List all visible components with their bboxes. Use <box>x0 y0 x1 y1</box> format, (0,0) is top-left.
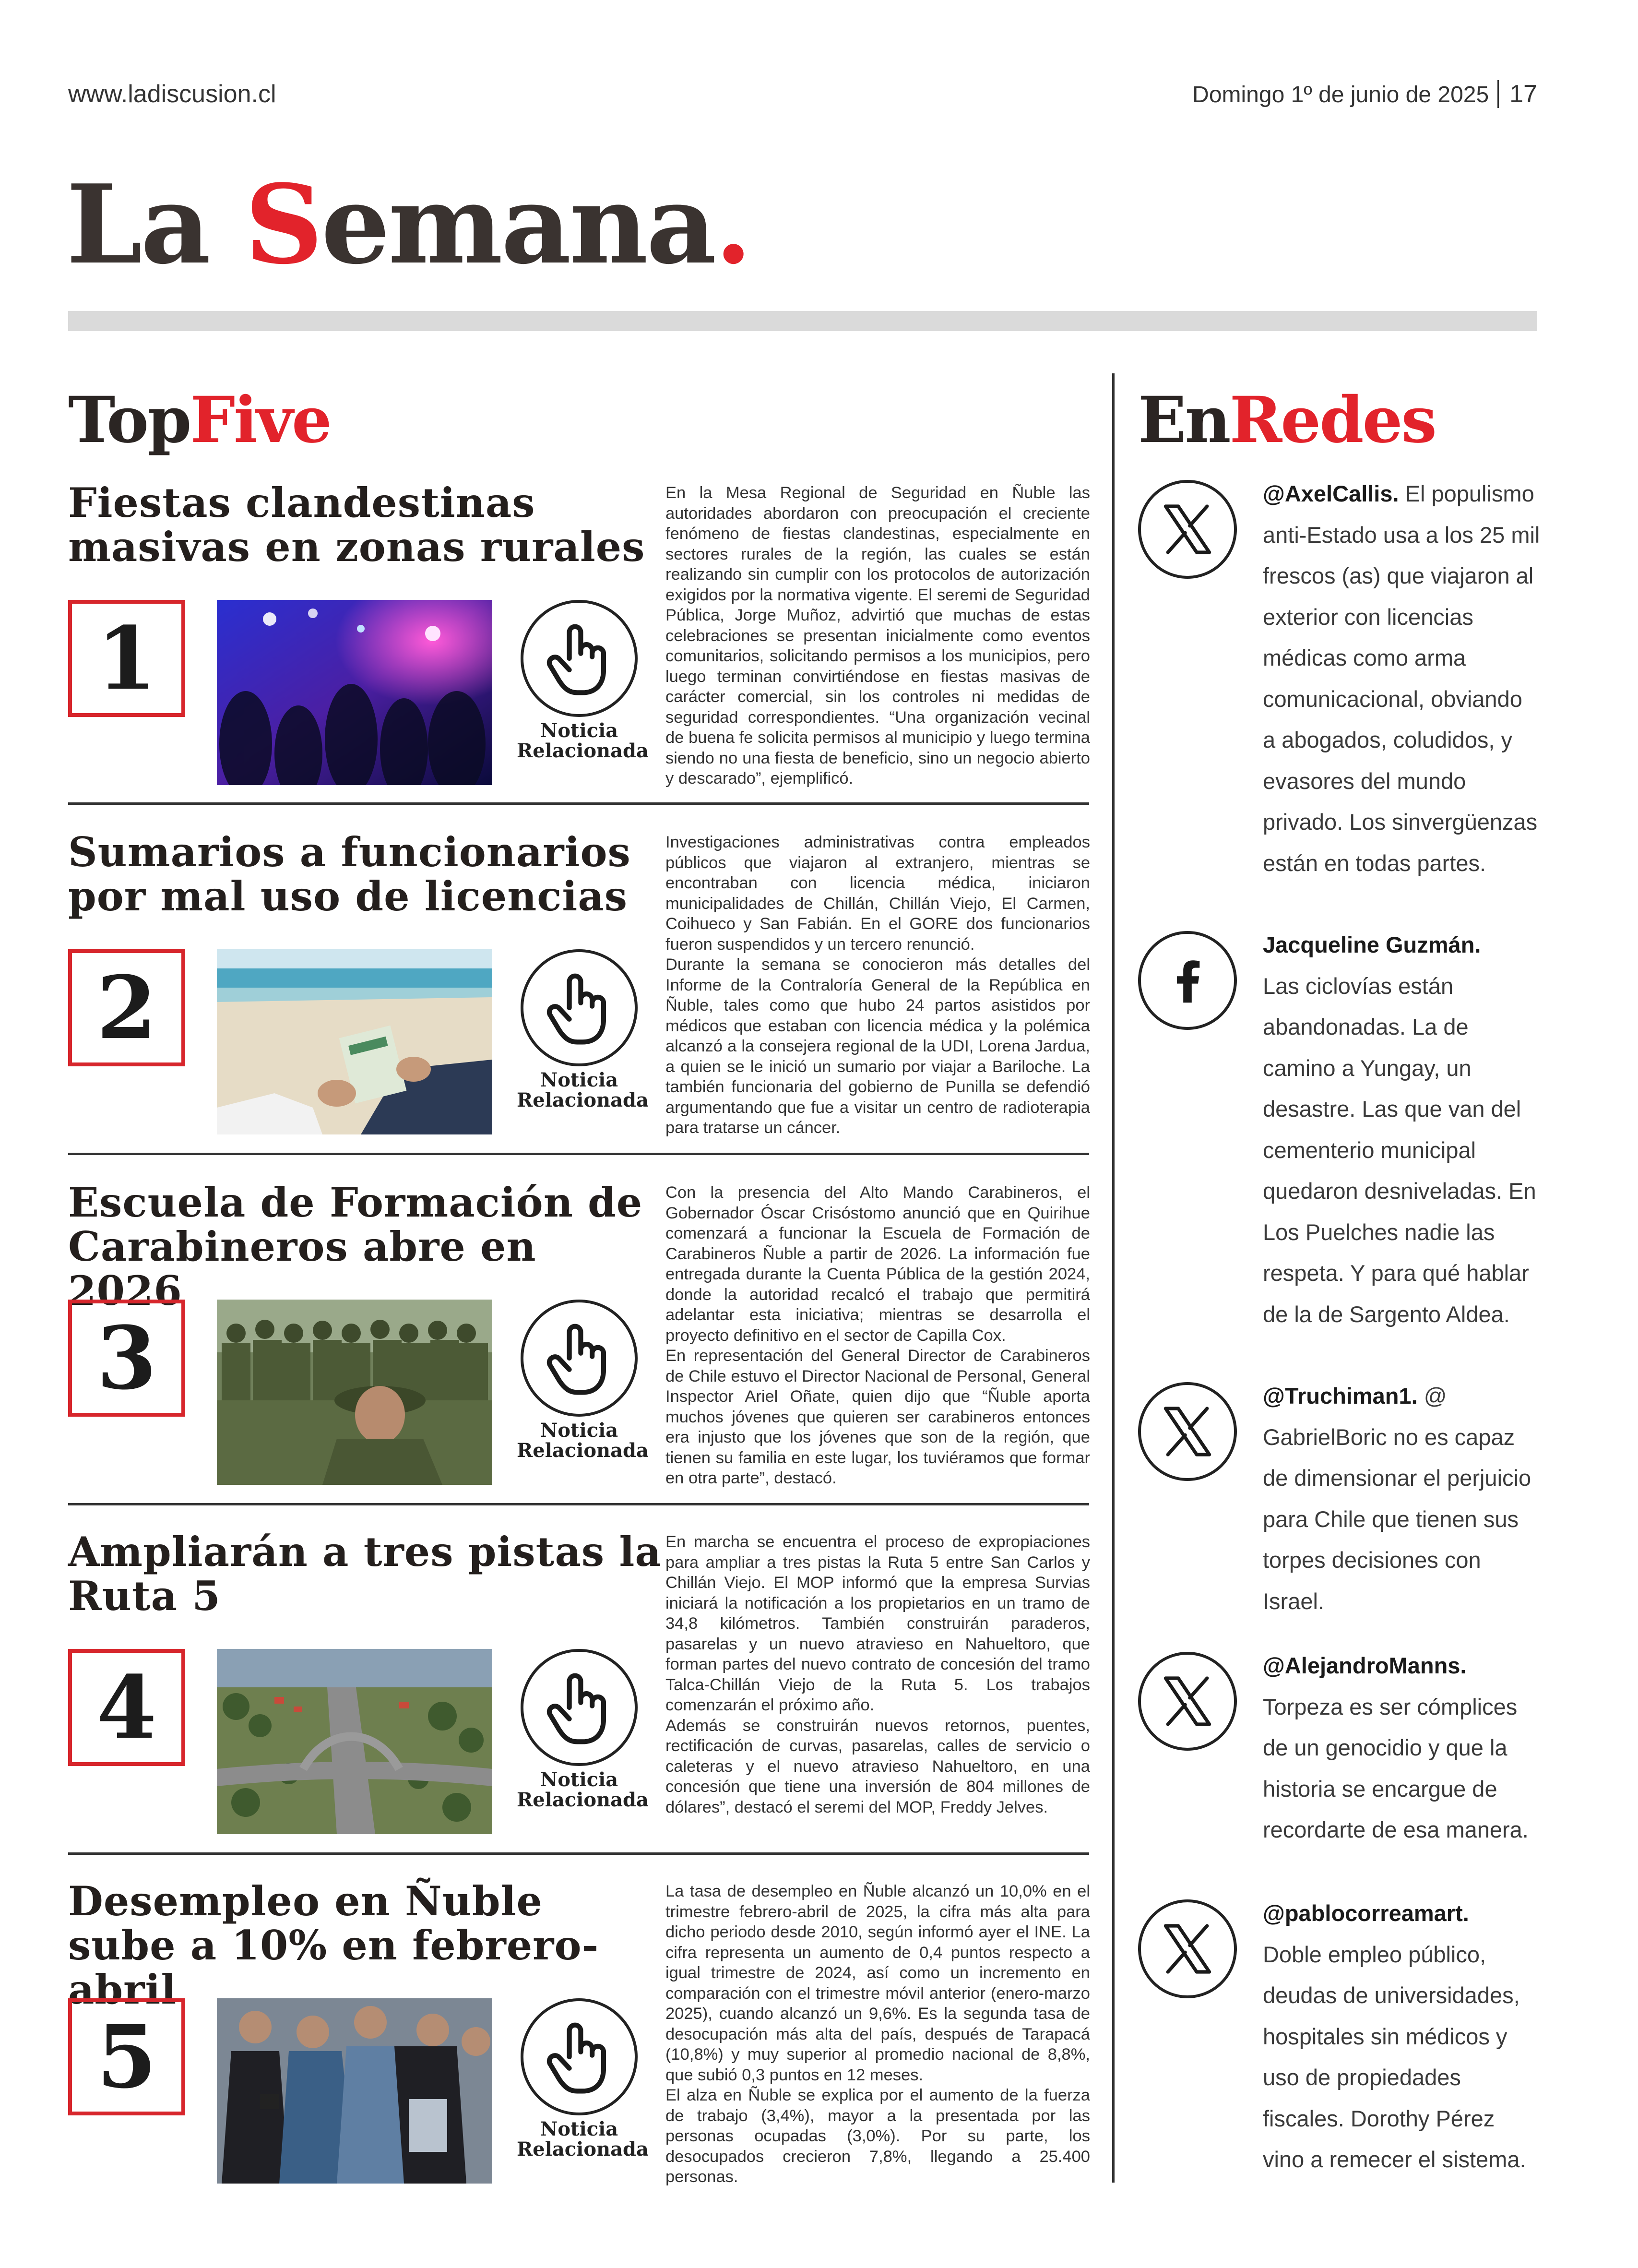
story-divider <box>68 802 1089 805</box>
post-text <box>1263 1893 1541 2180</box>
x-icon[interactable] <box>1138 1652 1237 1751</box>
enredes-title <box>1138 383 1436 457</box>
x-icon[interactable] <box>1138 480 1237 579</box>
page-number: 17 <box>1497 80 1537 108</box>
related-label-line1: Noticia <box>540 719 618 742</box>
column-divider <box>1112 373 1115 2183</box>
post-handle[interactable]: @pablocorreamart. <box>1263 1900 1469 1926</box>
post-body: Torpeza es ser cómplices de un genocidio y que la historia se encargue de recordarte de esa manera. <box>1263 1694 1529 1842</box>
related-news-button[interactable] <box>517 1998 649 2161</box>
related-news-button[interactable] <box>517 1300 649 1462</box>
story-5 <box>68 1879 1089 2186</box>
pointer-hand-icon[interactable] <box>521 1300 638 1417</box>
masthead-red-letter: S <box>245 161 321 288</box>
post-body: Las ciclovías están abandonadas. La de camino a Yungay, un desastre. Las que van del cementerio municipal quedaron desniveladas. En Los Puelches nadie las respeta. Y para qué hablar de la de Sargento Aldea. <box>1263 973 1536 1327</box>
issue-date <box>1192 80 1537 108</box>
story-3 <box>68 1181 1089 1488</box>
story-body <box>665 1881 1090 2187</box>
x-icon[interactable] <box>1138 1899 1237 1998</box>
story-number: 4 <box>68 1649 185 1766</box>
story-headline[interactable]: Desempleo en Ñuble sube a 10% en febrero-abril <box>68 1877 599 2013</box>
story-paragraph: Durante la semana se conocieron más detalles del Informe de la Contraloría General de la República en Ñuble, tales como que hubo 24 partos asistidos por médicos que estaban con licencia médica y la polémica alcanzó a la consejera regional de la UDI, Lorena Jardua, a quien se le inició un sumario por viajar a Bariloche. La también funcionaria del gobierno de Punilla se defendió argumentando que fue a visitar un centro de radioterapia para tratarse un cáncer. <box>665 955 1090 1137</box>
pointer-hand-icon[interactable] <box>521 600 638 717</box>
related-news-button[interactable] <box>517 1649 649 1811</box>
post-body: El populismo anti-Estado usa a los 25 mil frescos (as) que viajaron al exterior con licencias médicas como arma comunicacional, obviando a abogados, coludidos, y evasores del mundo privado. Los sinvergüenzas están en todas partes. <box>1263 481 1540 876</box>
related-label-line2: Relacionada <box>517 1789 649 1811</box>
related-label-line1: Noticia <box>540 1069 618 1091</box>
story-number: 2 <box>68 949 185 1066</box>
related-label <box>517 1069 649 1111</box>
story-body <box>665 832 1090 1138</box>
story-headline[interactable]: Fiestas clandestinas masivas en zonas rurales <box>68 479 645 571</box>
related-label <box>517 719 649 762</box>
post-text <box>1263 924 1541 1335</box>
story-4 <box>68 1530 1089 1837</box>
masthead-part2: emana <box>321 161 715 288</box>
enredes-title-black: En <box>1138 383 1230 457</box>
pointer-hand-icon[interactable] <box>521 1998 638 2115</box>
header-divider-bar <box>68 311 1537 331</box>
story-divider <box>68 1852 1089 1855</box>
story-divider <box>68 1153 1089 1155</box>
story-photo-beach <box>217 949 492 1134</box>
story-1 <box>68 481 1089 788</box>
masthead-part1: La <box>66 161 245 288</box>
website-url[interactable]: www.ladiscusion.cl <box>68 80 276 108</box>
facebook-icon[interactable] <box>1138 931 1237 1030</box>
section-masthead <box>66 161 751 288</box>
story-paragraph: En la Mesa Regional de Seguridad en Ñuble las autoridades abordaron con preocupación el creciente fenómeno de fiestas clandestinas, especialmente en sectores rurales de la región, las cuales se están realizando sin cumplir con los protocolos de autorización exigidos por la normativa vigente. El seremi de Seguridad Pública, Jorge Muñoz, advirtió que muchas de estas celebraciones se presentan inicialmente como eventos comunitarios, solicitando permisos a los municipios, pero luego terminan convirtiéndose en fiestas masivas de carácter comercial, sin los controles ni medidas de seguridad correspondientes. “Una organización vecinal de buena fe solicita permisos al municipio y luego termina siendo no una fiesta de beneficio, sino un negocio abierto y descarado”, ejemplificó. <box>665 484 1090 788</box>
x-icon[interactable] <box>1138 1382 1237 1481</box>
related-label-line2: Relacionada <box>517 2138 649 2161</box>
post-handle[interactable]: @AxelCallis. <box>1263 481 1399 506</box>
post-text <box>1263 1375 1541 1622</box>
related-label-line1: Noticia <box>540 1419 618 1442</box>
related-label <box>517 2118 649 2161</box>
pointer-hand-icon[interactable] <box>521 1649 638 1766</box>
story-body <box>665 483 1090 789</box>
related-label-line1: Noticia <box>540 1768 618 1791</box>
story-photo-carabineros <box>217 1300 492 1485</box>
story-paragraph: Con la presencia del Alto Mando Carabineros, el Gobernador Óscar Crisóstomo anunció que en Quirihue comenzará a funcionar la Escuela de Formación de Carabineros Ñuble a partir de 2026. La información fue entregada durante la Cuenta Pública de la gestión 2024, donde la autoridad recalcó el trabajo que permitirá adelantar esta iniciativa; mientras se desarrolla el proyecto definitivo en el sector de Capilla Cox. <box>665 1183 1090 1345</box>
post-text <box>1263 473 1541 883</box>
story-photo-party <box>217 600 492 785</box>
story-number: 5 <box>68 1998 185 2115</box>
story-photo-highway <box>217 1649 492 1834</box>
related-label-line2: Relacionada <box>517 1089 649 1111</box>
story-body <box>665 1532 1090 1817</box>
enredes-title-red: Redes <box>1229 383 1436 457</box>
related-label-line2: Relacionada <box>517 1439 649 1462</box>
related-label <box>517 1419 649 1462</box>
post-handle[interactable]: Jacqueline Guzmán. <box>1263 932 1481 957</box>
post-text <box>1263 1645 1541 1850</box>
topfive-title-red: Five <box>190 383 331 457</box>
post-handle[interactable]: @AlejandroManns. <box>1263 1653 1467 1678</box>
story-headline[interactable]: Ampliarán a tres pistas la Ruta 5 <box>68 1528 662 1620</box>
pointer-hand-icon[interactable] <box>521 949 638 1066</box>
story-paragraph: La tasa de desempleo en Ñuble alcanzó un 10,0% en el trimestre febrero-abril de 2025, la cifra más alta para dicho periodo desde 2010, según informó ayer el INE. La cifra representa un aumento de 0,4 puntos respecto a igual trimestre de 2024, así como un incremento en comparación con el trimestre móvil anterior (enero-marzo 2025), cuando alcanzó un 9,6%. Es la segunda tasa de desocupación más alta del país, después de Tarapacá (10,8%) y muy superior al promedio nacional de 8,8%, que subió 0,3 puntos en 12 meses. <box>665 1882 1090 2084</box>
story-number: 3 <box>68 1300 185 1417</box>
story-body <box>665 1182 1090 1489</box>
related-news-button[interactable] <box>517 600 649 762</box>
post-handle[interactable]: @Truchiman1. <box>1263 1383 1418 1409</box>
story-paragraph: Además se construirán nuevos retornos, puentes, rectificación de curvas, pasarelas, calles de servicio o caleteras y el nuevo atravieso Nahueltoro, en una concesión que tiene una inversión de 804 millones de dólares”, destacó el seremi del MOP, Freddy Jelves. <box>665 1716 1090 1816</box>
story-2 <box>68 830 1089 1137</box>
related-news-button[interactable] <box>517 949 649 1111</box>
story-divider <box>68 1503 1089 1505</box>
story-paragraph: En representación del General Director de Carabineros de Chile estuvo el Director Nacional de Personal, General Inspector Ariel Oñate, quien dijo que “Ñuble aporta muchos jóvenes que quieren ser carabineros entonces era injusto que los jóvenes que son de la región, que tienen su familia en este lugar, los tuviéramos que formar en otra parte”, destacó. <box>665 1347 1090 1487</box>
story-paragraph: En marcha se encuentra el proceso de expropiaciones para ampliar a tres pistas la Ruta 5 entre San Carlos y Chillán Viejo. El MOP informó que la empresa Survias iniciará la notificación a los propietarios en un tramo de 34,8 kilómetros. También construirán paraderos, pasarelas y un nuevo atravieso en Nahueltoro, que forman partes del nuevo contrato de concesión del tramo Talca-Chillán Viejo de la Ruta 5. Los trabajos comenzarán el próximo año. <box>665 1533 1090 1714</box>
masthead-dot: . <box>714 161 751 288</box>
topfive-title <box>68 383 331 457</box>
related-label-line1: Noticia <box>540 2118 618 2140</box>
story-number: 1 <box>68 600 185 717</box>
story-headline[interactable]: Sumarios a funcionarios por mal uso de licencias <box>68 828 631 920</box>
date-text: Domingo 1º de junio de 2025 <box>1192 82 1489 107</box>
topfive-title-black: Top <box>68 383 190 457</box>
related-label <box>517 1768 649 1811</box>
story-photo-workers <box>217 1998 492 2184</box>
story-paragraph: Investigaciones administrativas contra empleados públicos que viajaron al extranjero, mientras se encontraban con licencia médica, iniciaron municipalidades de Chillán, Chillán Viejo, El Carmen, Coihueco y San Fabián. En el GORE dos funcionarios fueron suspendidos y un tercero renunció. <box>665 833 1090 954</box>
related-label-line2: Relacionada <box>517 740 649 762</box>
story-headline[interactable]: Escuela de Formación de Carabineros abre en 2026 <box>68 1179 643 1314</box>
post-body: @ GabrielBoric no es capaz de dimensionar el perjuicio para Chile que tienen sus torpes decisiones con Israel. <box>1263 1383 1531 1614</box>
story-paragraph: El alza en Ñuble se explica por el aumento de la fuerza de trabajo (3,4%), mayor a la presentada por las personas ocupadas (3,0%). Por su parte, los desocupados crecieron 7,8%, llegando a 25.400 personas. <box>665 2086 1090 2186</box>
post-body: Doble empleo público, deudas de universidades, hospitales sin médicos y uso de propiedades fiscales. Dorothy Pérez vino a remecer el sistema. <box>1263 1941 1526 2172</box>
